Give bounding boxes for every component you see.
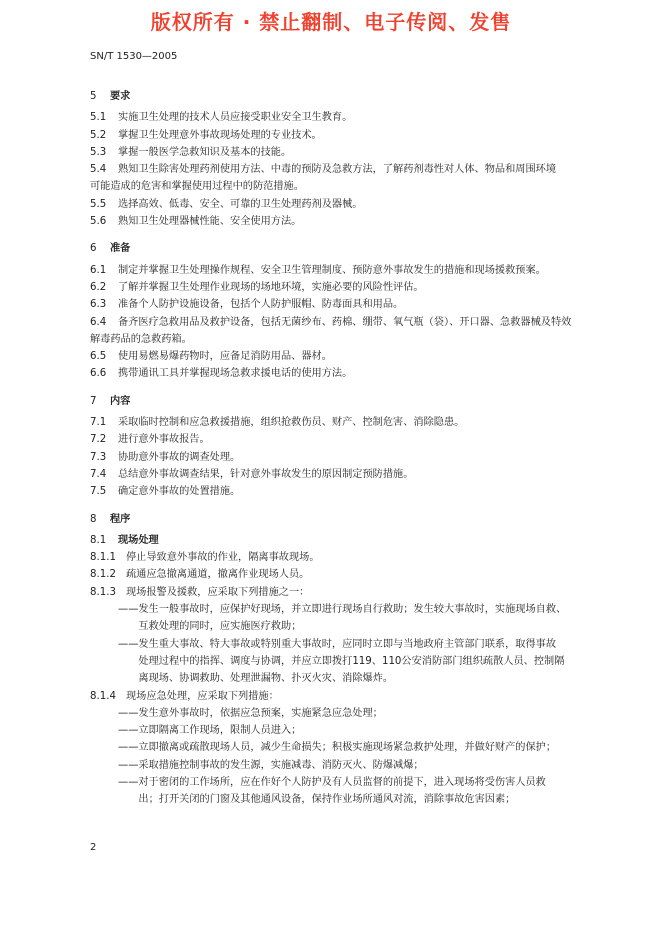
clause: 6.6 携带通讯工具并掌握现场急救求援电话的使用方法。 bbox=[90, 368, 353, 380]
clause: 5.1 实施卫生处理的技术人员应接受职业安全卫生教育。 bbox=[90, 112, 353, 124]
watermark: 版权所有 · 禁止翻制、电子传阅、发售 bbox=[150, 10, 512, 34]
dash-item-line: ——发生重大事故、特大事故或特别重大事故时，应同时立即与当地政府主管部门联系，取得事故 bbox=[118, 638, 557, 650]
clause: 5.3 掌握一般医学急救知识及基本的技能。 bbox=[90, 146, 292, 158]
clause: 6.3 准备个人防护设施设备，包括个人防护服帽、防毒面具和用品。 bbox=[90, 299, 404, 311]
dash-item-line: 离现场、协调救助、处理泄漏物、扑灭火灾、消除爆炸。 bbox=[138, 673, 394, 685]
clause: 6.5 使用易燃易爆药物时，应备足消防用品、器材。 bbox=[90, 351, 332, 363]
clause-continuation: 可能造成的危害和掌握使用过程中的防范措施。 bbox=[90, 181, 304, 193]
section-heading: 6 准备 bbox=[90, 243, 131, 255]
dash-item-line: 处理过程中的指挥、调度与协调，并应立即拨打119、110公安消防部门组织疏散人员、控制隔 bbox=[138, 655, 565, 667]
clause: 6.1 制定并掌握卫生处理操作规程、安全卫生管理制度、预防意外事故发生的措施和现场援救预案。 bbox=[90, 264, 546, 276]
clause: 7.1 采取临时控制和应急救援措施，组织抢救伤员、财产、控制危害、消除隐患。 bbox=[90, 417, 465, 429]
dash-list bbox=[90, 705, 610, 809]
dash-item-line: ——立即隔离工作现场，限制人员进入； bbox=[118, 725, 302, 737]
clause: 8.1.1 停止导致意外事故的作业，隔离事故现场。 bbox=[90, 552, 320, 564]
clause: 8.1.4 现场应急处理，应采取下列措施： bbox=[90, 690, 279, 702]
dash-item-line: ——发生一般事故时，应保护好现场，并立即进行现场自行救助；发生较大事故时，实施现场自救、 bbox=[118, 604, 567, 616]
clause: 6.2 了解并掌握卫生处理作业现场的场地环境，实施必要的风险性评估。 bbox=[90, 281, 424, 293]
clause: 5.5 选择高效、低毒、安全、可靠的卫生处理药剂及器械。 bbox=[90, 198, 363, 210]
section-heading: 7 内容 bbox=[90, 395, 131, 407]
page-number: 2 bbox=[90, 842, 97, 853]
standard-code: SN/T 1530—2005 bbox=[90, 51, 178, 62]
section-heading: 5 要求 bbox=[90, 91, 131, 102]
clause: 7.4 总结意外事故调查结果，针对意外事故发生的原因制定预防措施。 bbox=[90, 468, 414, 480]
clause: 8.1.3 现场报警及援救，应采取下列措施之一： bbox=[90, 586, 310, 598]
clause: 6.4 备齐医疗急救用品及救护设备，包括无菌纱布、药棉、绷带、氧气瓶（袋）、开口器、急救器械及特效 bbox=[90, 316, 572, 328]
dash-item-line: ——对于密闭的工作场所，应在作好个人防护及有人员监督的前提下，进入现场将受伤害人员救 bbox=[118, 776, 546, 788]
clause: 5.4 熟知卫生除害处理药剂使用方法、中毒的预防及急救方法，了解药剂毒性对人体、物品和周围环境 bbox=[90, 164, 557, 176]
clause-continuation: 解毒药品的急救药箱。 bbox=[90, 333, 192, 345]
document-body bbox=[90, 88, 610, 809]
clause: 7.2 进行意外事故报告。 bbox=[90, 434, 210, 446]
clause: 7.3 协助意外事故的调查处理。 bbox=[90, 451, 241, 463]
dash-item-line: ——采取措施控制事故的发生源，实施减毒、消防灭火、防爆减爆； bbox=[118, 759, 424, 771]
dash-item-line: 出；打开关闭的门窗及其他通风设备，保持作业场所通风对流，消除事故危害因素； bbox=[138, 794, 516, 806]
clause: 5.6 熟知卫生处理器械性能、安全使用方法。 bbox=[90, 216, 302, 228]
dash-list bbox=[90, 601, 610, 687]
clause: 8.1.2 疏通应急撤离通道，撤离作业现场人员。 bbox=[90, 569, 310, 581]
section-heading: 8 程序 bbox=[90, 513, 131, 525]
subsection-heading: 8.1 现场处理 bbox=[90, 534, 159, 546]
dash-item-line: ——立即撤离或疏散现场人员，减少生命损失；积极实施现场紧急救护处理，并做好财产的保护； bbox=[118, 742, 557, 754]
dash-item-line: 互救处理的同时，应实施医疗救助； bbox=[138, 621, 302, 633]
clause: 5.2 掌握卫生处理意外事故现场处理的专业技术。 bbox=[90, 129, 322, 141]
clause: 7.5 确定意外事故的处置措施。 bbox=[90, 486, 241, 498]
dash-item-line: ——发生意外事故时，依据应急预案，实施紧急应急处理； bbox=[118, 707, 383, 719]
